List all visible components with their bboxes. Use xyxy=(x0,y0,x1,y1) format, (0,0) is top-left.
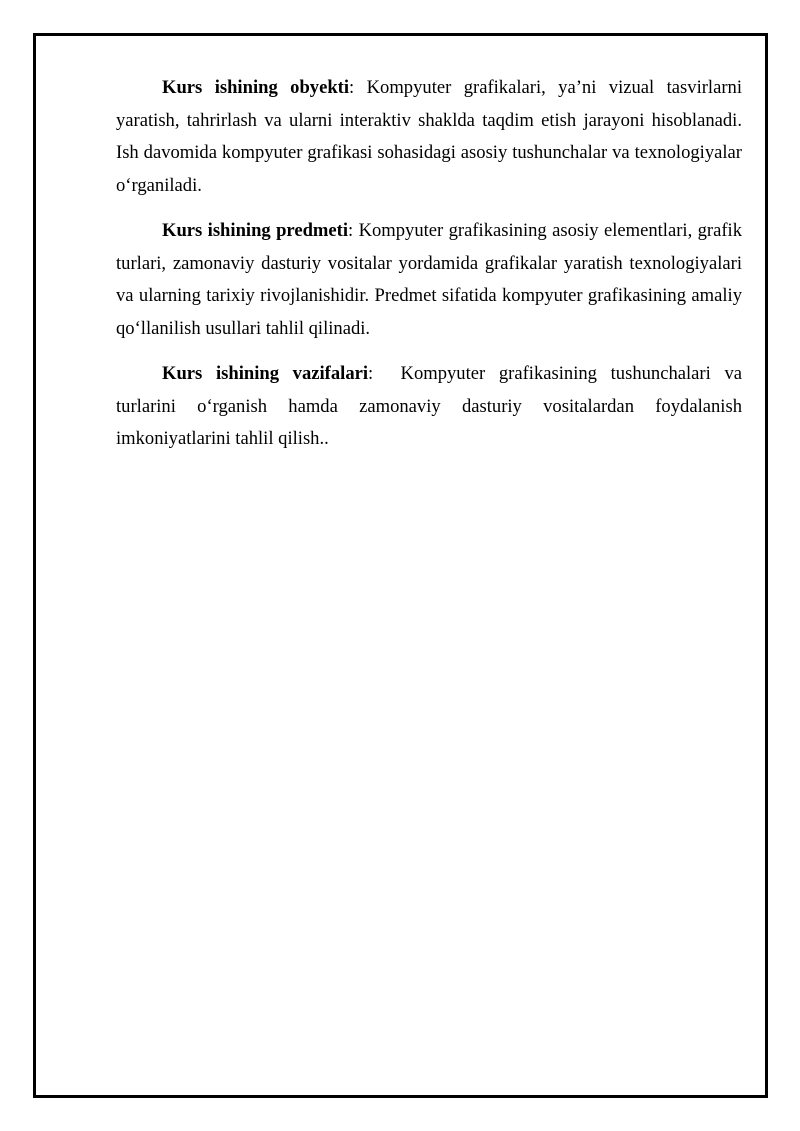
paragraph-tasks xyxy=(116,358,747,456)
paragraph-term: Kurs ishining predmeti xyxy=(162,220,349,241)
paragraph-term: Kurs ishining obyekti xyxy=(162,77,350,98)
paragraph-subject xyxy=(116,215,742,345)
paragraph-term: Kurs ishining vazifalari xyxy=(162,363,369,384)
paragraph-text: : Kompyuter grafikasining tushunchalari va turlarini o‘rganish hamda zamonaviy dasturiy vositalardan foydalanish imkoniyatlarini tahlil qilish.. xyxy=(116,363,747,449)
paragraph-object xyxy=(116,72,742,202)
paragraph-text: : Kompyuter grafikalari, ya’ni vizual tasvirlarni yaratish, tahrirlash va ularni interaktiv shaklda taqdim etish jarayoni hisoblanadi. Ish davomida kompyuter grafikasi sohasidagi asosiy tushunchalar va texnologiyalar o‘rganiladi. xyxy=(116,77,742,196)
paragraph-text: : Kompyuter grafikasining asosiy elementlari, grafik turlari, zamonaviy dasturiy vositalar yordamida grafikalar yaratish texnologiyalari va ularning tarixiy rivojlanishidir. Predmet sifatida kompyuter grafikasining amaliy qo‘llanilish usullari tahlil qilinadi. xyxy=(116,220,742,339)
document-body xyxy=(116,72,747,469)
